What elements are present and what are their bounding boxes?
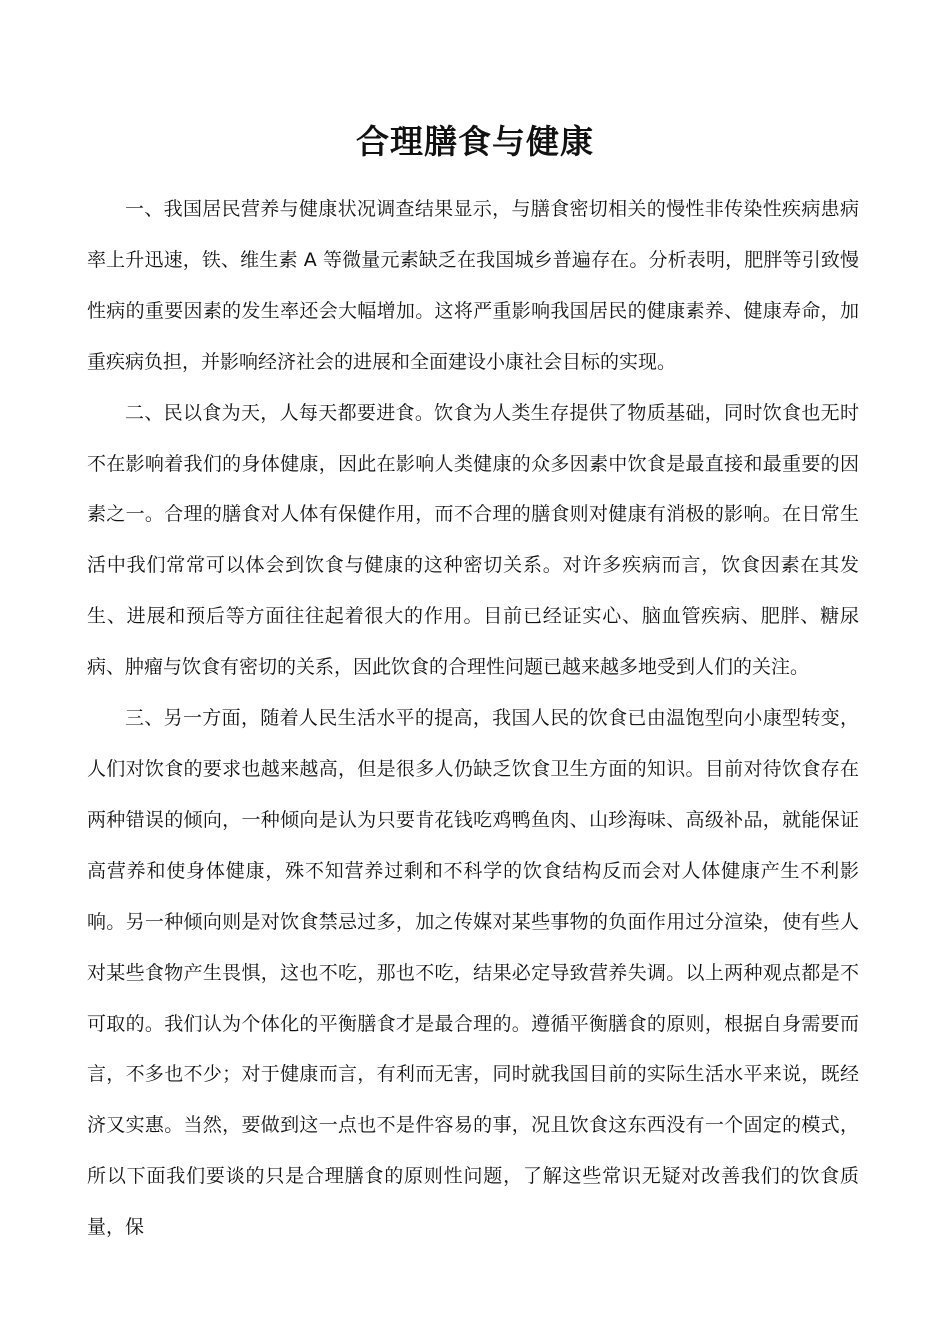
document-title: 合理膳食与健康 [356,122,594,161]
paragraph-3: 三、另一方面，随着人民生活水平的提高，我国人民的饮食已由温饱型向小康型转变，人们对饮食的要求也越来越高，但是很多人仍缺乏饮食卫生方面的知识。目前对待饮食存在两种错误的倾向，一种倾向是认为只要肯花钱吃鸡鸭鱼肉、山珍海味、高级补品，就能保证高营养和使身体健康，殊不知营养过剩和不科学的饮食结构反而会对人体健康产生不利影响。另一种倾向则是对饮食禁忌过多，加之传媒对某些事物的负面作用过分渲染，使有些人对某些食物产生畏惧，这也不吃，那也不吃，结果必定导致营养失调。以上两种观点都是不可取的。我们认为个体化的平衡膳食才是最合理的。遵循平衡膳食的原则，根据自身需要而言，不多也不少；对于健康而言，有利而无害，同时就我国目前的实际生活水平来说，既经济又实惠。当然，要做到这一点也不是件容易的事，况且饮食这东西没有一个固定的模式，所以下面我们要谈的只是合理膳食的原则性问题，了解这些常识无疑对改善我们的饮食质量，保 [87,707,859,1239]
paragraph-1: 一、我国居民营养与健康状况调查结果显示，与膳食密切相关的慢性非传染性疾病患病率上升迅速，铁、维生素 A 等微量元素缺乏在我国城乡普遍存在。分析表明，肥胖等引致慢性病的重要因素的发生率还会大幅增加。这将严重影响我国居民的健康素养、健康寿命，加重疾病负担，并影响经济社会的进展和全面建设小康社会目标的实现。 [87,198,859,373]
paragraph-2: 二、民以食为天，人每天都要进食。饮食为人类生存提供了物质基础，同时饮食也无时不在影响着我们的身体健康，因此在影响人类健康的众多因素中饮食是最直接和最重要的因素之一。合理的膳食对人体有保健作用，而不合理的膳食则对健康有消极的影响。在日常生活中我们常常可以体会到饮食与健康的这种密切关系。对许多疾病而言，饮食因素在其发生、进展和预后等方面往往起着很大的作用。目前已经证实心、脑血管疾病、肥胖、糖尿病、肿瘤与饮食有密切的关系，因此饮食的合理性问题已越来越多地受到人们的关注。 [87,401,859,679]
document-body [87,184,859,1253]
